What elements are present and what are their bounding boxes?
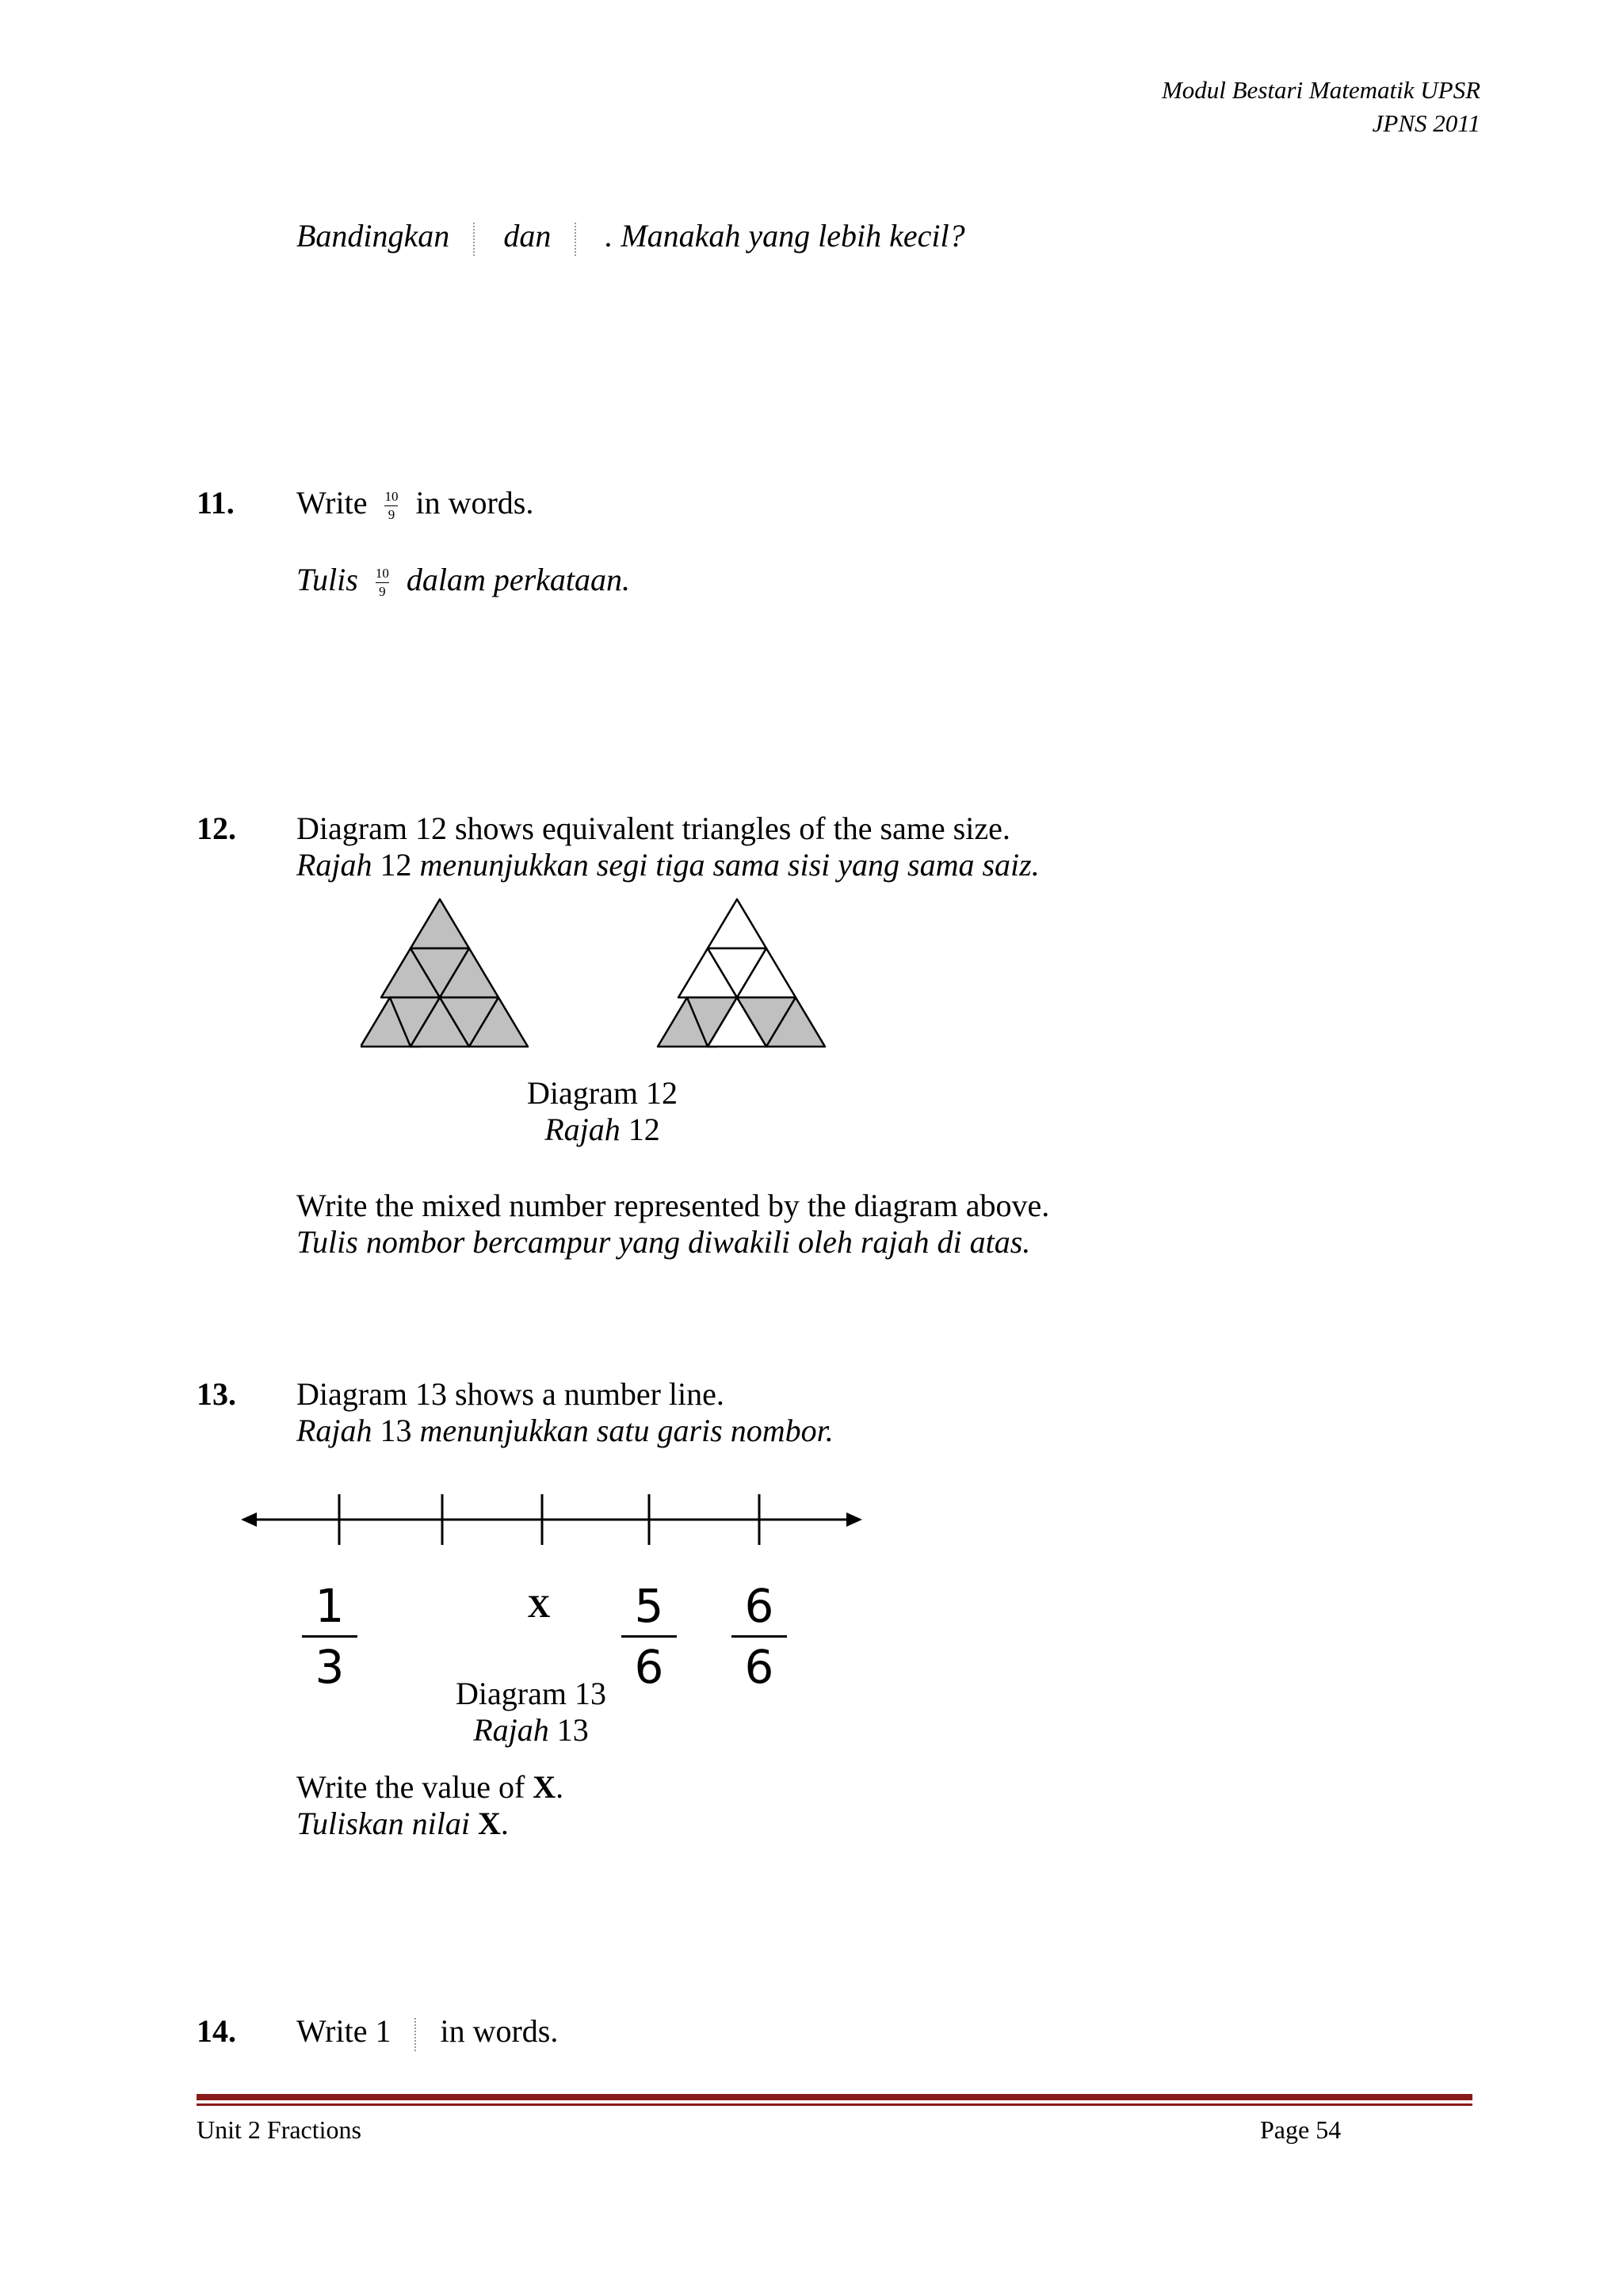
q13-statement-ms-b: 13 xyxy=(372,1413,420,1448)
q13-ask-en xyxy=(296,1768,563,1806)
left-triangle xyxy=(361,899,528,1047)
q13-number: 13. xyxy=(197,1376,236,1412)
q13-ask-ms-bold: X xyxy=(477,1806,501,1841)
q14-pre: Write 1 xyxy=(296,2013,391,2049)
header-title: Modul Bestari Matematik UPSR xyxy=(1161,76,1480,104)
q12-ask-ms: Tulis nombor bercampur yang diwakili oleh rajah di atas. xyxy=(296,1224,1031,1260)
diagram-13-caption-ms-b: 13 xyxy=(548,1712,589,1748)
q13-ask-en-post: . xyxy=(556,1769,564,1805)
q10-question: . Manakah yang lebih kecil? xyxy=(605,218,965,254)
q12-statement-ms-c: menunjukkan segi tiga sama sisi yang sama saiz. xyxy=(419,847,1040,883)
q11-malay-fraction xyxy=(376,566,389,599)
q12-number: 12. xyxy=(197,810,236,846)
q11-fraction-denominator: 9 xyxy=(388,507,395,523)
number-line-left-arrow xyxy=(241,1512,257,1527)
number-line-label-1 xyxy=(302,1579,357,1694)
q11-english xyxy=(296,484,533,522)
diagram-13-caption-ms-a: Rajah xyxy=(473,1712,549,1748)
footer-rule-thick xyxy=(197,2094,1472,2100)
diagram-12-caption: Diagram 12 xyxy=(527,1075,678,1111)
q11-malay-pre: Tulis xyxy=(296,562,358,597)
q12-statement-en: Diagram 12 shows equivalent triangles of the same size. xyxy=(296,810,1010,846)
diagram-13-caption-ms xyxy=(372,1711,689,1749)
footer-page-number: Page 54 xyxy=(1260,2115,1342,2144)
right-triangle xyxy=(658,899,825,1047)
q10-word-and: dan xyxy=(503,218,552,254)
diagram-13-caption: Diagram 13 xyxy=(456,1676,606,1711)
q10-word-compare: Bandingkan xyxy=(296,218,450,254)
q14-fraction xyxy=(414,2018,421,2051)
number-line xyxy=(238,1489,872,1553)
label-4-numerator: 6 xyxy=(744,1579,774,1633)
q11-fraction xyxy=(384,490,398,522)
q12-statement-ms-a: Rajah xyxy=(296,847,372,883)
footer-unit-title: Unit 2 Fractions xyxy=(197,2115,361,2144)
right-tri-cell xyxy=(708,899,766,948)
number-line-right-arrow xyxy=(846,1512,862,1527)
q11-fraction-numerator: 10 xyxy=(384,489,399,505)
q13-ask-ms xyxy=(296,1805,509,1843)
q11-malay xyxy=(296,561,630,599)
number-line-label-x: X xyxy=(527,1589,551,1624)
q11-english-pre: Write xyxy=(296,485,368,521)
q10-line xyxy=(296,217,965,256)
diagram-12-caption-ms-a: Rajah xyxy=(544,1112,621,1147)
q10-fraction-b xyxy=(575,223,581,256)
q13-ask-ms-pre: Tuliskan nilai xyxy=(296,1806,478,1841)
footer-rule-thin xyxy=(197,2103,1472,2106)
label-4-denominator: 6 xyxy=(744,1640,774,1694)
q13-ask-en-pre: Write the value of xyxy=(296,1769,533,1805)
diagram-12-caption-ms-b: 12 xyxy=(620,1112,660,1147)
q11-malay-fraction-denominator: 9 xyxy=(379,584,386,600)
q13-statement-ms-a: Rajah xyxy=(296,1413,372,1448)
q13-statement-ms xyxy=(296,1412,834,1450)
q11-english-post: in words. xyxy=(415,485,534,521)
diagram-12-caption-ms xyxy=(444,1111,761,1149)
label-1-numerator: 1 xyxy=(315,1579,345,1633)
q14-line xyxy=(296,2012,558,2051)
label-1-denominator: 3 xyxy=(315,1640,345,1694)
q11-malay-fraction-numerator: 10 xyxy=(375,566,389,582)
label-3-numerator: 5 xyxy=(634,1579,664,1633)
header-subtitle: JPNS 2011 xyxy=(1372,109,1480,137)
q11-malay-post: dalam perkataan. xyxy=(406,562,631,597)
q13-ask-en-bold: X xyxy=(533,1769,556,1805)
q14-number: 14. xyxy=(197,2013,236,2049)
left-tri-cell xyxy=(411,899,469,948)
q12-statement-ms-b: 12 xyxy=(372,847,420,883)
diagram-12-triangles xyxy=(361,895,836,1062)
q10-fraction-a xyxy=(473,223,479,256)
q13-statement-ms-c: menunjukkan satu garis nombor. xyxy=(419,1413,834,1448)
number-line-label-4 xyxy=(731,1579,787,1694)
label-3-denominator: 6 xyxy=(634,1640,664,1694)
q12-ask-en: Write the mixed number represented by the diagram above. xyxy=(296,1188,1050,1223)
q13-statement-en: Diagram 13 shows a number line. xyxy=(296,1376,724,1412)
q11-number: 11. xyxy=(197,485,235,521)
q12-statement-ms xyxy=(296,846,1040,884)
q14-post: in words. xyxy=(440,2013,559,2049)
q13-ask-ms-post: . xyxy=(500,1806,509,1841)
